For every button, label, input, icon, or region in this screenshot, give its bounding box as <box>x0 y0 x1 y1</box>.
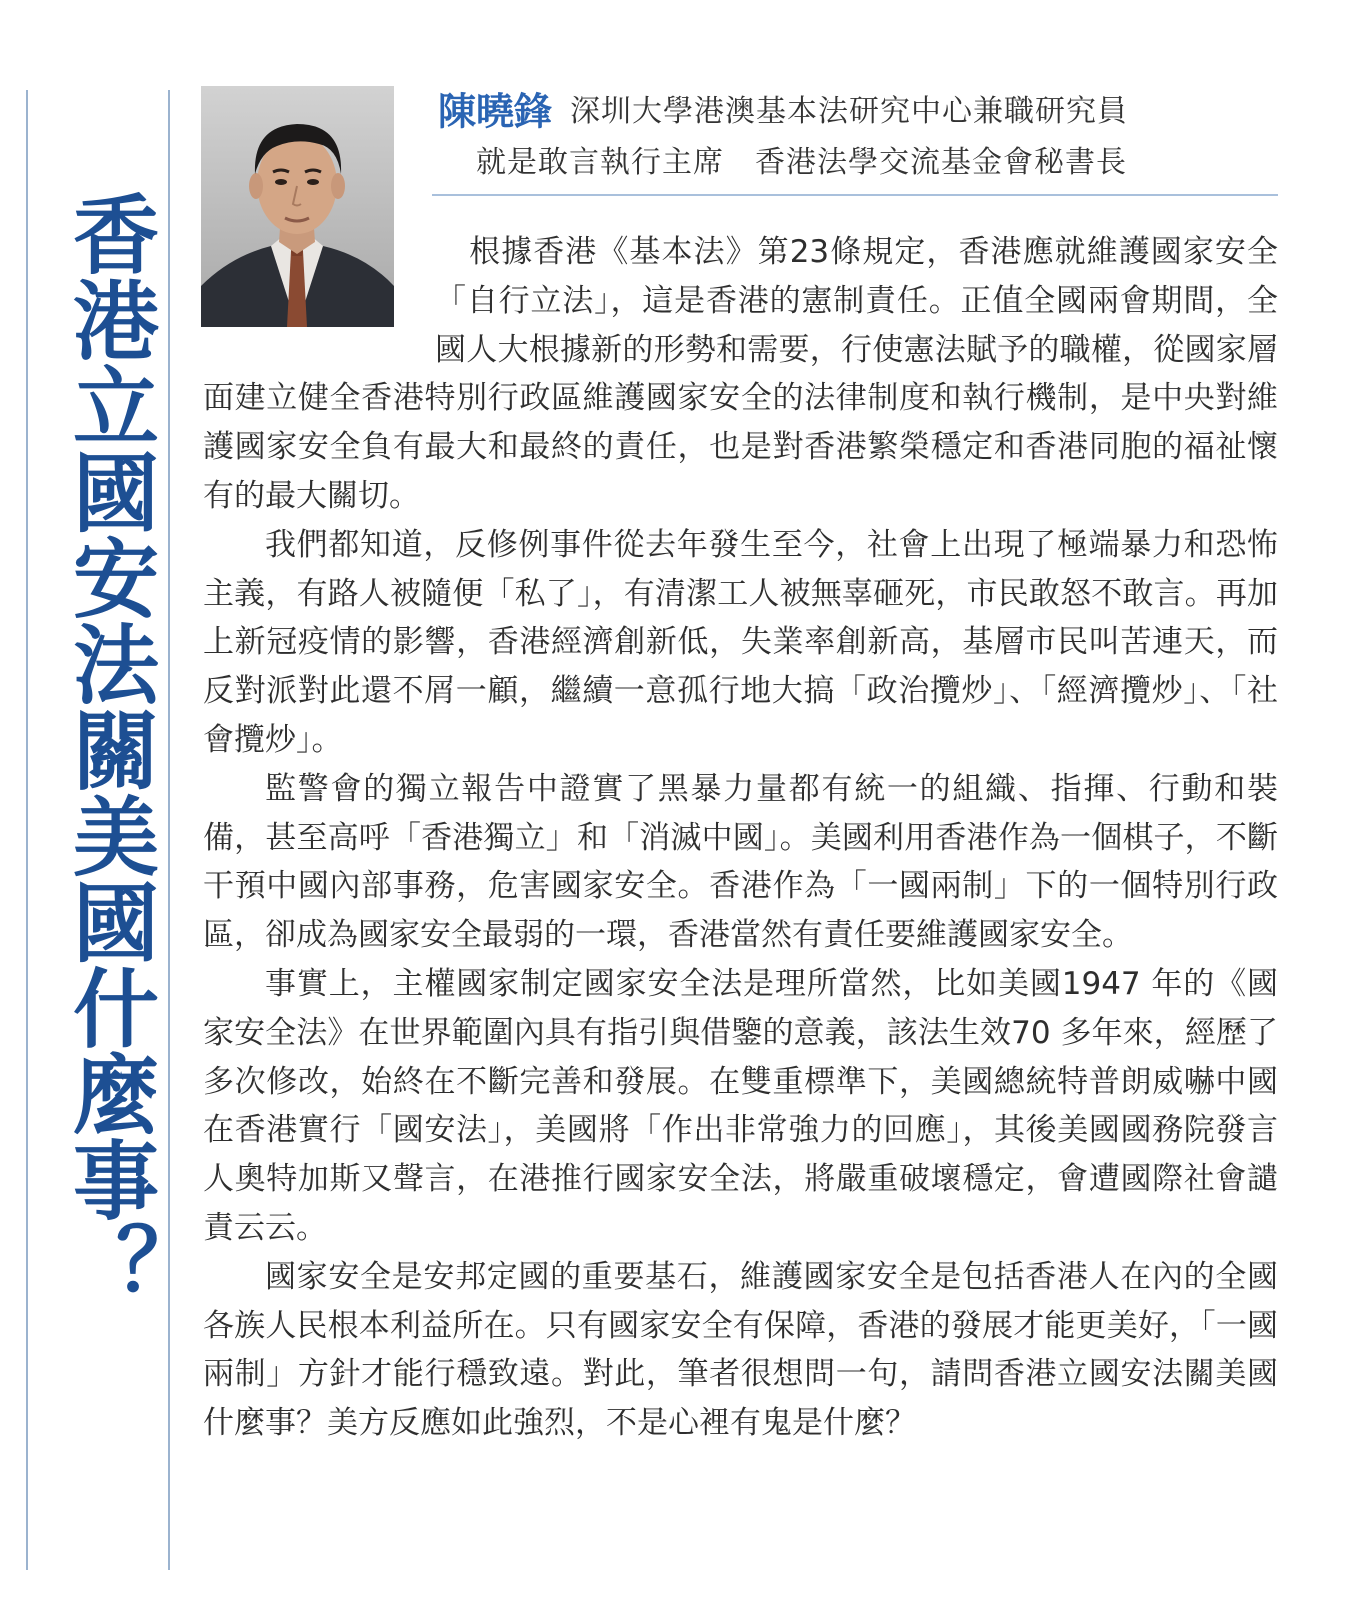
paragraph-5: 國家安全是安邦定國的重要基石，維護國家安全是包括香港人在內的全國各族人民根本利益所在。只有國家安全有保障，香港的發展才能更美好，「一國兩制」方針才能行穩致遠。對此，筆者很想問一句，請問香港立國安法關美國什麼事？美方反應如此強烈，不是心裡有鬼是什麼？ <box>203 1258 1278 1442</box>
author-title-line2: 就是敢言執行主席 香港法學交流基金會秘書長 <box>476 145 1127 180</box>
paragraph-4: 事實上，主權國家制定國家安全法是理所當然，比如美國1947 年的《國家安全法》在世界範圍內具有指引與借鑒的意義，該法生效70 多年來，經歷了多次修改，始終在不斷完善和發展。在雙重標準下，美國總統特普朗威嚇中國在香港實行「國安法」，美國將「作出非常強力的回應」，其後美國國務院發言人奧特加斯又聲言，在港推行國家安全法，將嚴重破壞穩定，會遭國際社會譴責云云。 <box>203 965 1278 1246</box>
paragraph-2: 我們都知道，反修例事件從去年發生至今，社會上出現了極端暴力和恐怖主義，有路人被隨便「私了」，有清潔工人被無辜砸死，市民敢怒不敢言。再加上新冠疫情的影響，香港經濟創新低，失業率創新高，基層市民叫苦連天，而反對派對此還不屑一顧，繼續一意孤行地大搞「政治攬炒」、「經濟攬炒」、「社會攬炒」。 <box>203 526 1278 758</box>
column-rule-right <box>168 90 170 1570</box>
photo-wrap-spacer <box>203 228 435 374</box>
author-title-line1: 深圳大學港澳基本法研究中心兼職研究員 <box>570 93 1129 129</box>
paragraph-1: 根據香港《基本法》第23條規定，香港應就維護國家安全「自行立法」，這是香港的憲制責任。正值全國兩會期間，全國人大根據新的形勢和需要，行使憲法賦予的職權，從國家層面建立健全香港特別行政區維護國家安全的法律制度和執行機制，是中央對維護國家安全負有最大和最終的責任，也是對香港繁榮穩定和香港同胞的福祉懷有的最大關切。 <box>203 234 1278 514</box>
article-body <box>203 228 1278 1448</box>
headline: 香港立國安法關美國什麼事？ <box>58 190 158 1308</box>
author-name: 陳曉鋒 <box>438 89 553 134</box>
paragraph-3: 監警會的獨立報告中證實了黑暴力量都有統一的組織、指揮、行動和裝備，甚至高呼「香港獨立」和「消滅中國」。美國利用香港作為一個棋子，不斷干預中國內部事務，危害國家安全。香港作為「一國兩制」下的一個特別行政區，卻成為國家安全最弱的一環，香港當然有責任要維護國家安全。 <box>203 770 1278 954</box>
column-rule-left <box>26 90 28 1570</box>
author-info <box>438 86 1278 186</box>
author-divider <box>432 194 1278 196</box>
